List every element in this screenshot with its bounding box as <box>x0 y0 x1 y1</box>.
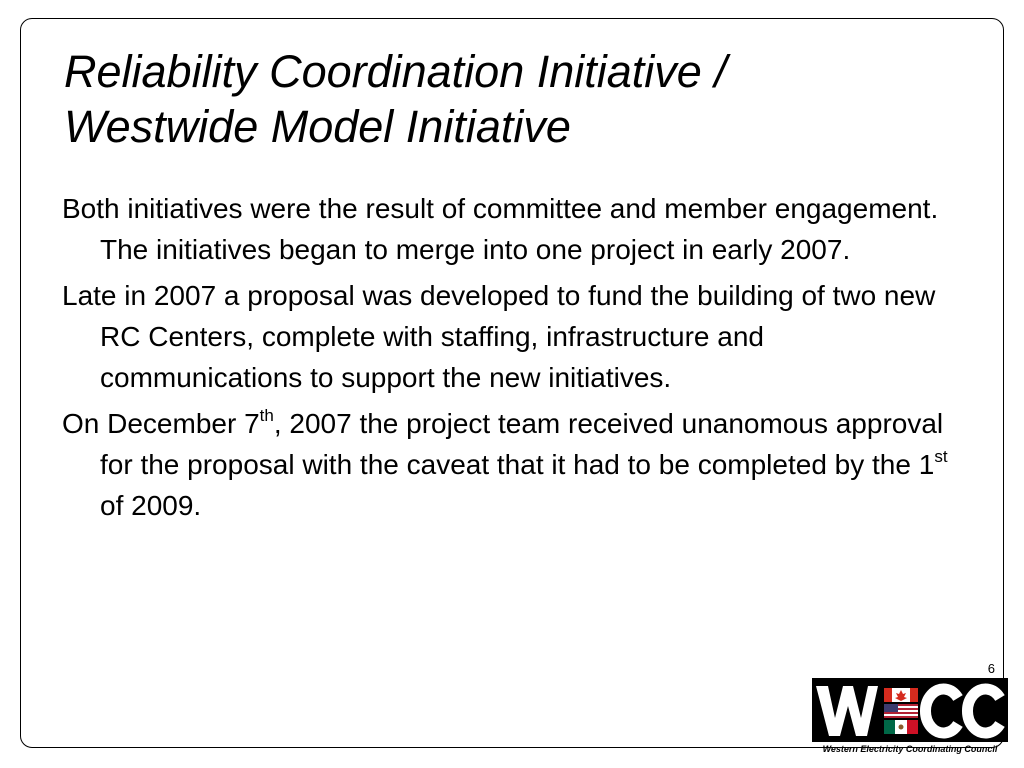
paragraph-3-text-before: On December 7 <box>62 408 260 439</box>
paragraph-3-superscript-st: st <box>934 447 948 466</box>
logo-letter-w <box>816 686 878 736</box>
paragraph-3-text-after: of 2009. <box>100 490 202 521</box>
slide-title <box>64 44 964 154</box>
paragraph-1: Both initiatives were the result of committee and member engagement. The initiatives began to merge into one project in early 2007. <box>62 193 939 265</box>
wecc-logo-tagline: Western Electricity Coordinating Council <box>822 744 998 754</box>
slide-title-line-1: Reliability Coordination Initiative / <box>64 46 727 97</box>
flags-icon <box>884 688 918 734</box>
wecc-logo-graphic <box>812 678 1008 742</box>
wecc-logo <box>812 678 1008 758</box>
logo-letter-c-2 <box>967 689 1000 733</box>
slide-body <box>62 188 967 531</box>
slide-title-line-2: Westwide Model Initiative <box>64 101 571 152</box>
paragraph-3 <box>62 403 967 526</box>
page-number: 6 <box>987 661 995 676</box>
paragraph-3-superscript-th: th <box>259 406 274 425</box>
paragraph-2: Late in 2007 a proposal was developed to fund the building of two new RC Centers, complete with staffing, infrastructure and communications to support the new initiatives. <box>62 280 936 393</box>
wecc-logo-mark <box>812 678 1008 742</box>
logo-letter-c-1 <box>925 689 958 733</box>
paragraph-3-text-middle: , 2007 the project team received unanomous approval for the proposal with the caveat that it had to be completed by the 1 <box>100 408 944 480</box>
